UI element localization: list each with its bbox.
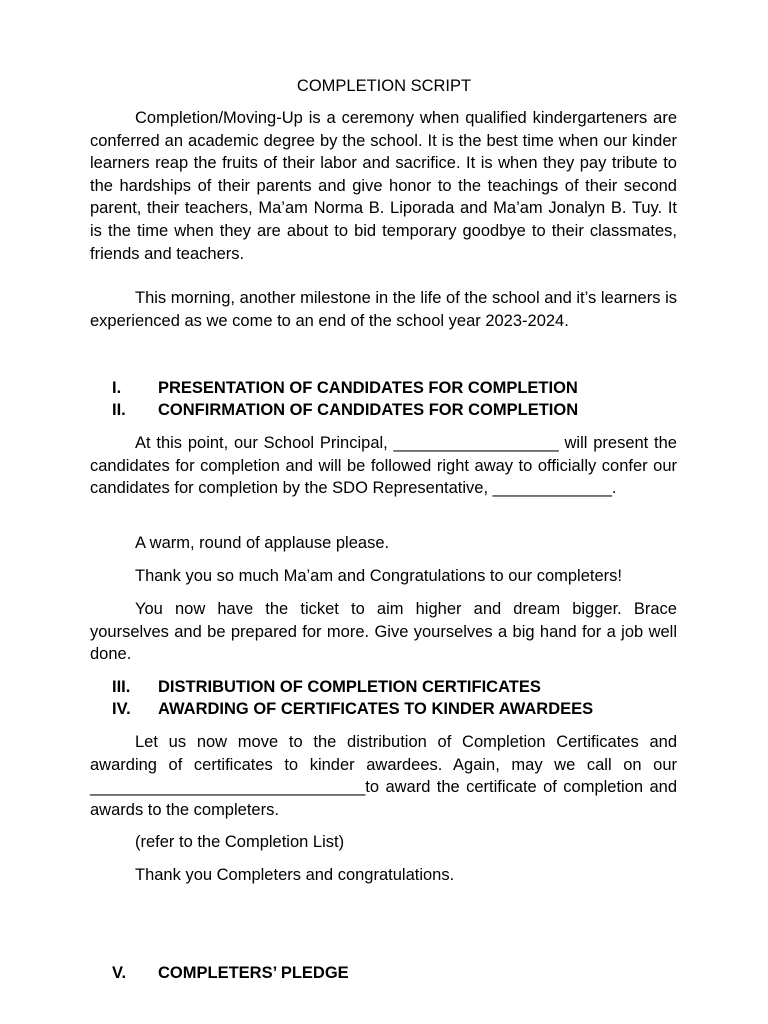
section-title: PRESENTATION OF CANDIDATES FOR COMPLETION xyxy=(158,379,578,397)
section-heading xyxy=(112,962,677,984)
thanks-paragraph: Thank you so much Ma’am and Congratulations to our completers! xyxy=(135,567,622,585)
section-title: AWARDING OF CERTIFICATES TO KINDER AWARDEES xyxy=(158,700,594,718)
section-number: II. xyxy=(112,401,126,419)
section-number: IV. xyxy=(112,700,131,718)
section-number: III. xyxy=(112,678,131,696)
section-heading xyxy=(112,399,677,421)
section-number: V. xyxy=(112,964,127,982)
section-heading xyxy=(112,698,677,720)
distribution-paragraph: Let us now move to the distribution of Completion Certificates and awarding of certificates to kinder awardees. Again, may we call on our ______________________________to award the certificate of completion and awards to the completers. xyxy=(90,733,677,819)
section-heading xyxy=(112,377,677,399)
principal-paragraph: At this point, our School Principal, __________________ will present the candidates for completion and will be followed right away to officially confer our candidates for completion by the SDO Representative, _____________. xyxy=(90,434,677,498)
congrats-paragraph: Thank you Completers and congratulations. xyxy=(135,866,455,884)
section-number: I. xyxy=(112,379,122,397)
section-title: COMPLETERS’ PLEDGE xyxy=(158,964,349,982)
section-title: CONFIRMATION OF CANDIDATES FOR COMPLETION xyxy=(158,401,579,419)
document-title: COMPLETION SCRIPT xyxy=(296,77,472,95)
refer-paragraph: (refer to the Completion List) xyxy=(135,833,345,851)
intro-paragraph: Completion/Moving-Up is a ceremony when qualified kindergarteners are conferred an academic degree by the school. It is the best time when our kinder learners reap the fruits of their labor and sacrifice. It is when they pay tribute to the hardships of their parents and give honor to the teachings of their second parent, their teachers, Ma’am Norma B. Liporada and Ma’am Jonalyn B. Tuy. It is the time when they are about to bid temporary goodbye to their classmates, friends and teachers. xyxy=(90,109,677,263)
section-heading xyxy=(112,676,677,698)
applause-paragraph: A warm, round of applause please. xyxy=(135,534,390,552)
milestone-paragraph: This morning, another milestone in the life of the school and it’s learners is experienced as we come to an end of the school year 2023-2024. xyxy=(90,289,677,330)
section-title: DISTRIBUTION OF COMPLETION CERTIFICATES xyxy=(158,678,541,696)
ticket-paragraph: You now have the ticket to aim higher and dream bigger. Brace yourselves and be prepared for more. Give yourselves a big hand for a job well done. xyxy=(90,600,677,664)
